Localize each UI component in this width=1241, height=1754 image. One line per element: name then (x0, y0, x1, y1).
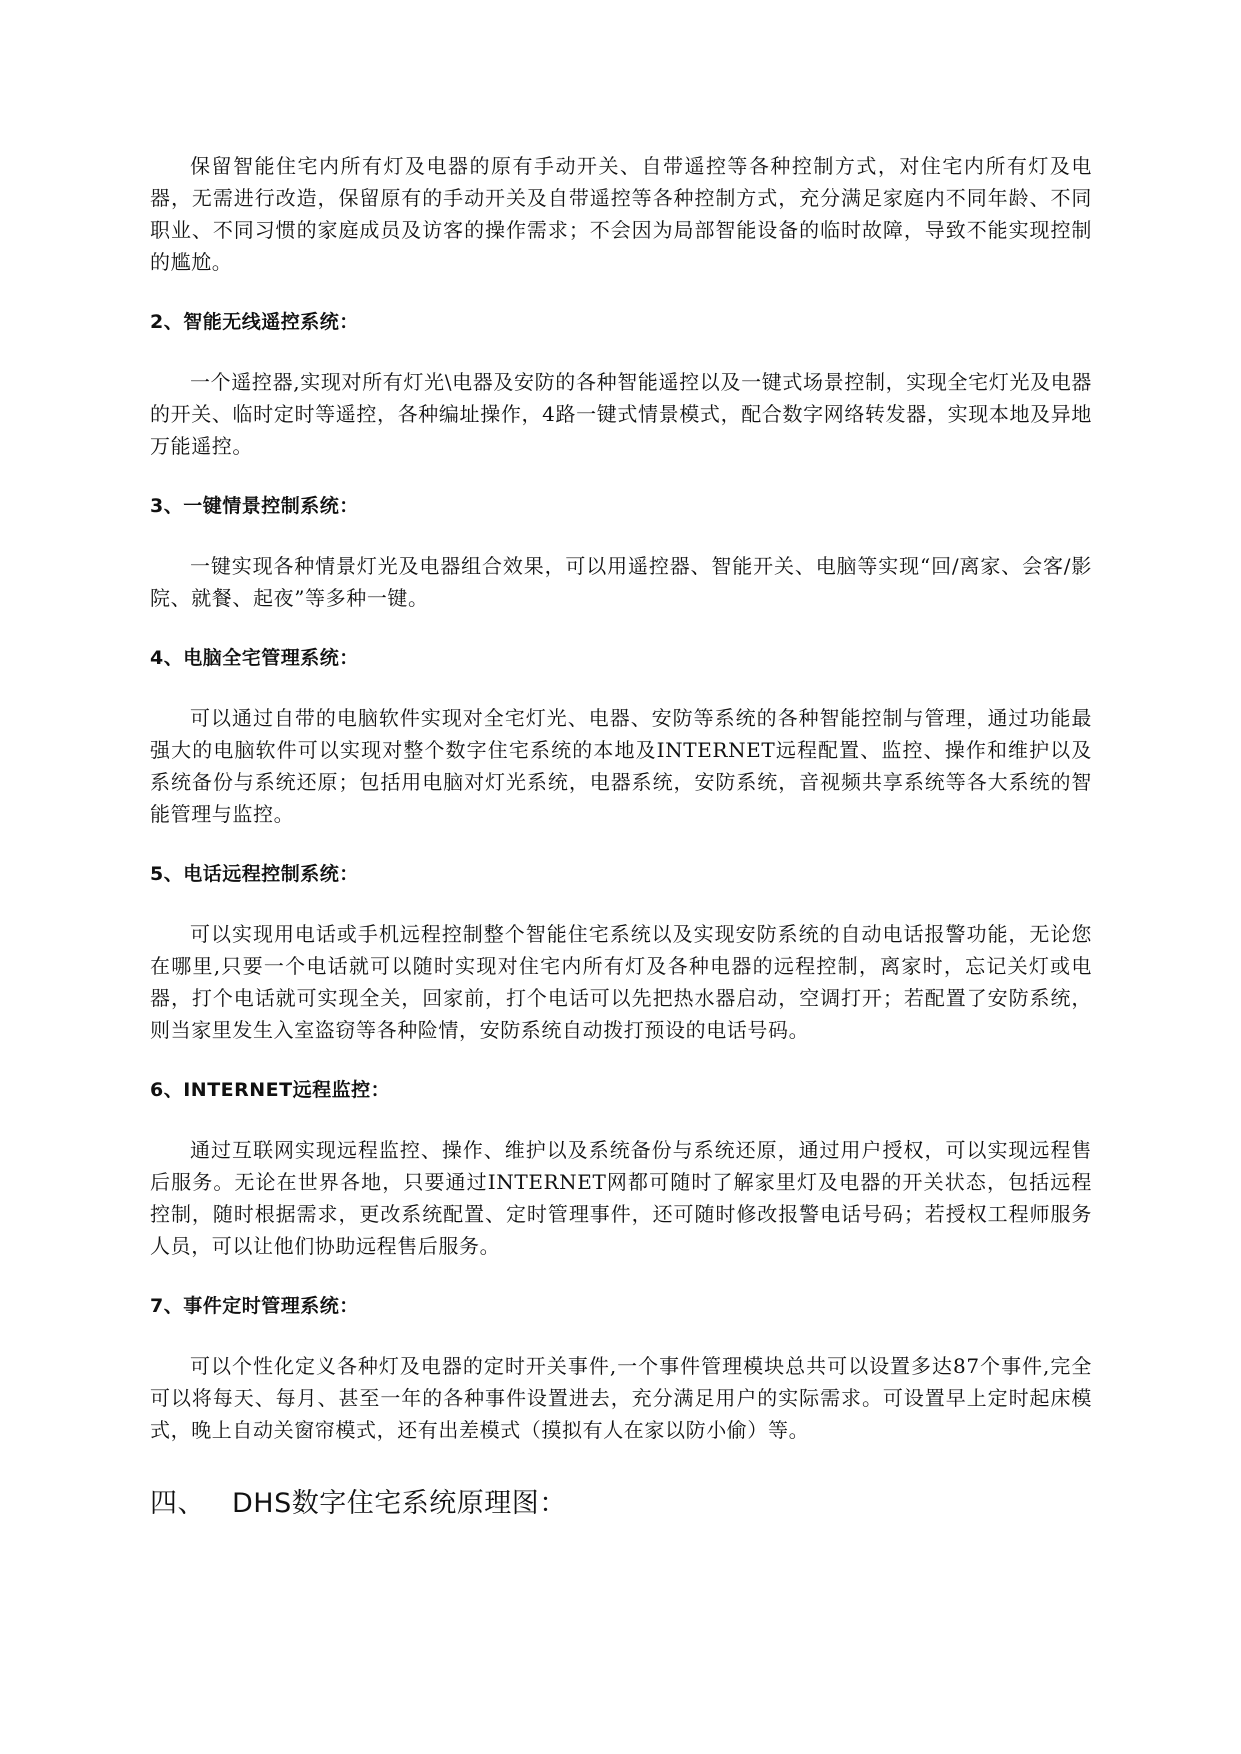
section-title (150, 1484, 1092, 1524)
heading-one-key-scene: 3、一键情景控制系统： (150, 495, 359, 517)
heading-phone-remote: 5、电话远程控制系统： (150, 863, 359, 885)
paragraph-phone-remote: 可以实现用电话或手机远程控制整个智能住宅系统以及实现安防系统的自动电话报警功能，无论您在哪里,只要一个电话就可以随时实现对住宅内所有灯及各种电器的远程控制，离家时，忘记关灯或电器，打个电话就可实现全关，回家前，打个电话可以先把热水器启动，空调打开；若配置了安防系统，则当家里发生入室盗窃等各种险情，安防系统自动拨打预设的电话号码。 (150, 922, 1092, 1042)
heading-wireless-remote: 2、智能无线遥控系统： (150, 311, 359, 333)
section-title-number: 四、 (150, 1488, 205, 1519)
paragraph-wireless-remote: 一个遥控器,实现对所有灯光\电器及安防的各种智能遥控以及一键式场景控制，实现全宅灯光及电器的开关、临时定时等遥控，各种编址操作，4路一键式情景模式，配合数字网络转发器，实现本地及异地万能遥控。 (150, 370, 1092, 458)
document-page (150, 150, 1092, 1524)
paragraph-event-timer: 可以个性化定义各种灯及电器的定时开关事件,一个事件管理模块总共可以设置多达87个事件,完全可以将每天、每月、甚至一年的各种事件设置进去，充分满足用户的实际需求。可设置早上定时起床模式，晚上自动关窗帘模式，还有出差模式（摸拟有人在家以防小偷）等。 (150, 1354, 1092, 1442)
heading-pc-management: 4、电脑全宅管理系统： (150, 647, 359, 669)
paragraph-pc-management: 可以通过自带的电脑软件实现对全宅灯光、电器、安防等系统的各种智能控制与管理，通过功能最强大的电脑软件可以实现对整个数字住宅系统的本地及INTERNET远程配置、监控、操作和维护以及系统备份与系统还原；包括用电脑对灯光系统，电器系统，安防系统，音视频共享系统等各大系统的智能管理与监控。 (150, 706, 1092, 826)
heading-internet-monitoring: 6、INTERNET远程监控： (150, 1079, 391, 1101)
intro-paragraph: 保留智能住宅内所有灯及电器的原有手动开关、自带遥控等各种控制方式，对住宅内所有灯及电器，无需进行改造，保留原有的手动开关及自带遥控等各种控制方式，充分满足家庭内不同年龄、不同职业、不同习惯的家庭成员及访客的操作需求；不会因为局部智能设备的临时故障，导致不能实现控制的尴尬。 (150, 154, 1092, 274)
heading-event-timer: 7、事件定时管理系统： (150, 1295, 359, 1317)
paragraph-one-key-scene: 一键实现各种情景灯光及电器组合效果，可以用遥控器、智能开关、电脑等实现“回/离家、会客/影院、就餐、起夜”等多种一键。 (150, 554, 1092, 610)
paragraph-internet-monitoring: 通过互联网实现远程监控、操作、维护以及系统备份与系统还原，通过用户授权，可以实现远程售后服务。无论在世界各地，只要通过INTERNET网都可随时了解家里灯及电器的开关状态，包括远程控制，随时根据需求，更改系统配置、定时管理事件，还可随时修改报警电话号码；若授权工程师服务人员，可以让他们协助远程售后服务。 (150, 1138, 1092, 1258)
section-title-text: DHS数字住宅系统原理图： (232, 1488, 567, 1519)
